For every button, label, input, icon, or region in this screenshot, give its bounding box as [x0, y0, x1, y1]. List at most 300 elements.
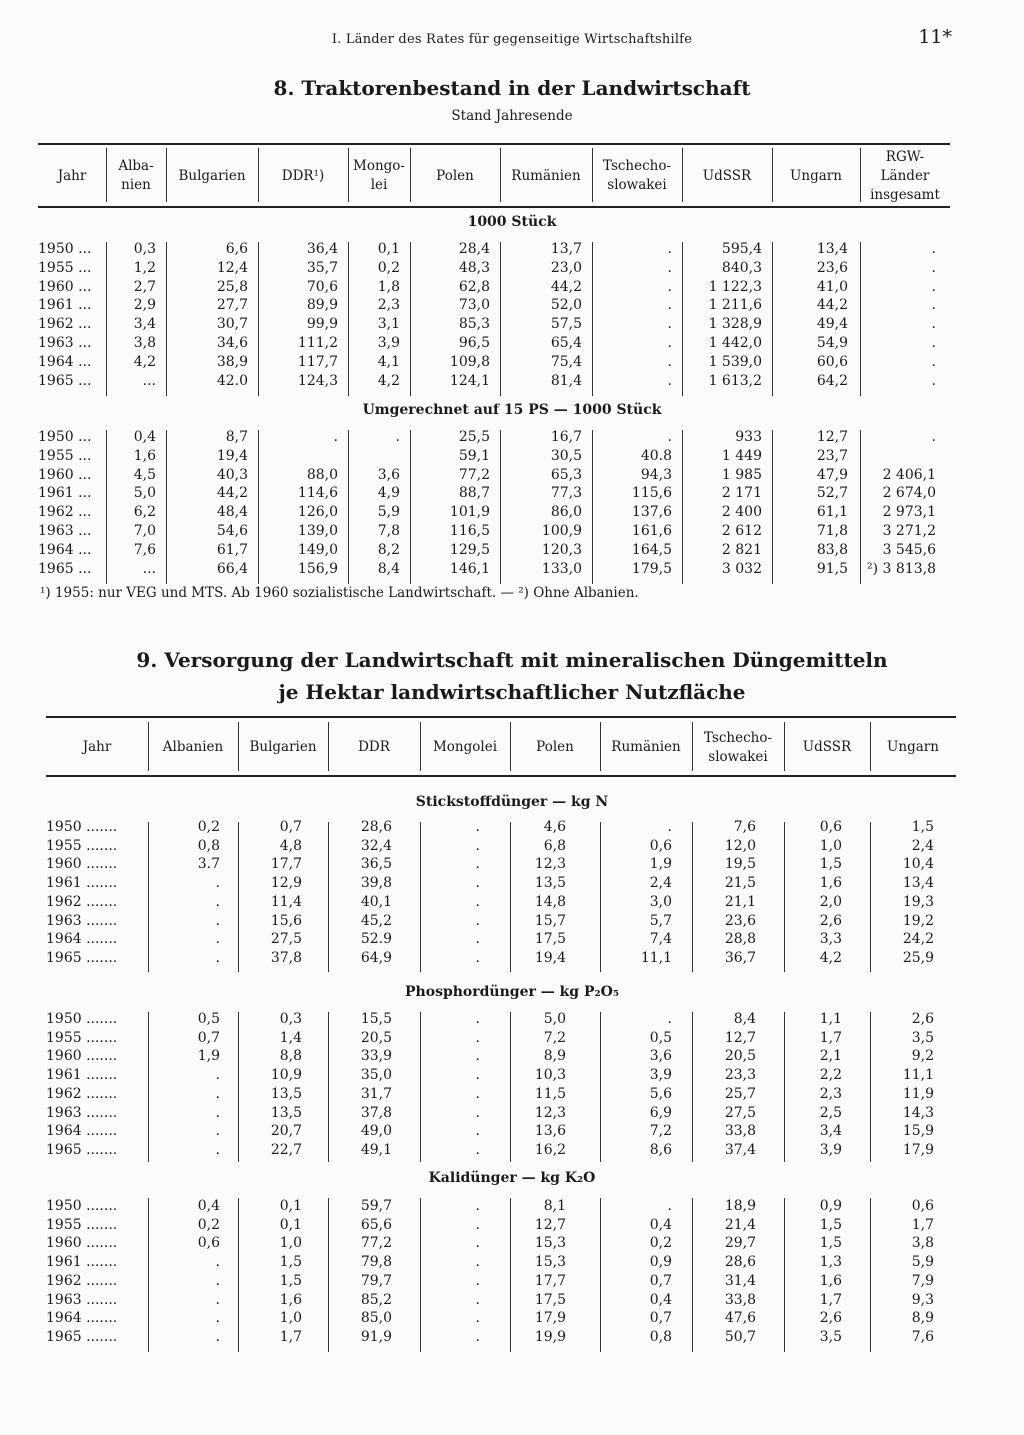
table-cell: 30,7 — [216, 316, 248, 333]
table-cell: 2,6 — [819, 1310, 842, 1327]
table-cell: 0,1 — [279, 1216, 302, 1233]
table-cell: 49,0 — [360, 1123, 392, 1140]
table-cell: 65,3 — [550, 466, 582, 483]
table-cell: 9,3 — [911, 1291, 934, 1308]
table-cell: . — [215, 912, 220, 929]
table-cell: 85,3 — [458, 316, 490, 333]
table9-header-divider — [420, 722, 421, 771]
table-cell: 101,9 — [449, 504, 490, 521]
table-cell: 66,4 — [216, 560, 248, 577]
table8-header-divider — [166, 148, 167, 202]
table-cell: 23,6 — [816, 259, 848, 276]
table-cell: . — [215, 1254, 220, 1271]
table-cell: . — [475, 1011, 480, 1027]
row-year-label: 1964 ....... — [46, 1310, 118, 1327]
table-row — [38, 560, 950, 579]
table8-column-divider — [682, 242, 683, 396]
table-cell: 15,9 — [902, 1123, 934, 1140]
table8-column-divider — [860, 242, 861, 396]
table-cell: 0,6 — [197, 1235, 220, 1252]
table-cell: 0,4 — [649, 1216, 672, 1233]
table9-col-header: DDR — [358, 739, 390, 755]
table-cell: 5,7 — [649, 912, 672, 929]
table-cell: 91,5 — [816, 560, 848, 577]
table-cell: 12,7 — [534, 1216, 566, 1233]
table-row — [46, 1253, 956, 1272]
table9-col-header: UdSSR — [802, 739, 852, 755]
table-cell: 0,7 — [649, 1310, 672, 1327]
table-cell: 8,9 — [911, 1310, 934, 1327]
table-cell: . — [215, 1328, 220, 1345]
table-cell: . — [667, 297, 672, 314]
table-cell: 3,6 — [377, 466, 400, 483]
table9-column-divider — [328, 822, 329, 972]
table-cell: 0,2 — [197, 819, 220, 835]
table-cell: 595,4 — [721, 241, 762, 257]
row-year-label: 1955 ....... — [46, 837, 118, 854]
table-cell: 59,7 — [360, 1198, 392, 1214]
table-row — [38, 428, 950, 447]
table-cell: 54,6 — [216, 522, 248, 539]
table-cell: 20,5 — [360, 1029, 392, 1046]
table9-column-divider — [692, 822, 693, 972]
table-row — [38, 447, 950, 466]
table-cell: 19,4 — [534, 949, 566, 966]
table-cell: 7,6 — [733, 819, 756, 835]
table-cell: 3,6 — [649, 1048, 672, 1065]
table9-column-divider — [238, 1012, 239, 1162]
table-cell: 0,6 — [819, 819, 842, 835]
table-cell: 61,1 — [816, 504, 848, 521]
table-cell: 2 674,0 — [882, 485, 936, 502]
table-cell: . — [215, 1310, 220, 1327]
table-cell: . — [931, 297, 936, 314]
table-cell: 88,0 — [306, 466, 338, 483]
table-cell: 0,8 — [649, 1328, 672, 1345]
table8-column-divider — [500, 430, 501, 584]
table8-column-divider — [682, 430, 683, 584]
row-year-label: 1955 ....... — [46, 1029, 118, 1046]
table-cell: . — [667, 372, 672, 389]
table-cell: 1,0 — [279, 1235, 302, 1252]
row-year-label: 1965 ... — [38, 560, 92, 577]
table-cell: 65,4 — [550, 334, 582, 351]
table-cell: 34,6 — [216, 334, 248, 351]
table-cell: 16,7 — [550, 429, 582, 445]
row-year-label: 1962 ... — [38, 504, 92, 521]
table-cell: 3,8 — [133, 334, 156, 351]
table-cell: 6,9 — [649, 1104, 672, 1121]
table-cell: . — [475, 856, 480, 873]
row-year-label: 1960 ... — [38, 466, 92, 483]
table-cell: 933 — [735, 429, 762, 445]
table9-column-divider — [238, 1198, 239, 1352]
table-cell: 7,6 — [911, 1328, 934, 1345]
table-cell: 4,8 — [279, 837, 302, 854]
table-cell: 37,8 — [270, 949, 302, 966]
table-row — [38, 240, 950, 259]
table-cell: 13,5 — [270, 1085, 302, 1102]
table-cell: 20,5 — [724, 1048, 756, 1065]
table-cell: 19,9 — [534, 1328, 566, 1345]
table-cell — [860, 447, 950, 466]
table-cell: 77,2 — [458, 466, 490, 483]
table-cell: 1,7 — [819, 1291, 842, 1308]
table-cell: 1,8 — [377, 278, 400, 295]
table-row — [46, 949, 956, 968]
table-cell: 4,5 — [133, 466, 156, 483]
table-cell: 29,7 — [724, 1235, 756, 1252]
table-cell: 3 271,2 — [882, 522, 936, 539]
table-cell: . — [215, 1291, 220, 1308]
table-cell: 23,3 — [724, 1067, 756, 1084]
table-cell: . — [931, 372, 936, 389]
table-cell: 1,7 — [819, 1029, 842, 1046]
table-cell: 3,5 — [819, 1328, 842, 1345]
table-cell: 4,9 — [377, 485, 400, 502]
table-cell: 126,0 — [297, 504, 338, 521]
row-year-label: 1963 ....... — [46, 912, 118, 929]
table8-column-divider — [106, 242, 107, 396]
table-cell: 0,8 — [197, 837, 220, 854]
table-cell: 85,0 — [360, 1310, 392, 1327]
table-cell: 120,3 — [541, 541, 582, 558]
table-cell: 81,4 — [550, 372, 582, 389]
table-cell: 1,5 — [279, 1272, 302, 1289]
row-year-label: 1962 ....... — [46, 893, 118, 910]
table-cell: 109,8 — [449, 353, 490, 370]
table-cell: 37,8 — [360, 1104, 392, 1121]
table-cell: 44,2 — [816, 297, 848, 314]
row-year-label: 1961 ....... — [46, 1067, 118, 1084]
table-cell: 0,7 — [649, 1272, 672, 1289]
table-cell: . — [475, 837, 480, 854]
table-cell: 73,0 — [458, 297, 490, 314]
table-cell: 40,3 — [216, 466, 248, 483]
table-cell: . — [215, 1123, 220, 1140]
table-cell: 31,4 — [724, 1272, 756, 1289]
table-cell: ... — [142, 372, 156, 389]
table-cell: . — [667, 819, 672, 835]
table8-header-divider — [592, 148, 593, 202]
table-cell: ... — [142, 560, 156, 577]
table9-column-divider — [148, 1012, 149, 1162]
table-cell: 7,9 — [911, 1272, 934, 1289]
table-cell: . — [215, 949, 220, 966]
table-cell: 2,4 — [649, 875, 672, 892]
table9-title-line1: 9. Versorgung der Landwirtschaft mit mineralischen Düngemitteln — [136, 648, 888, 672]
table-cell: 164,5 — [631, 541, 672, 558]
table-cell: . — [215, 875, 220, 892]
table-cell: 1,0 — [819, 837, 842, 854]
table9-column-divider — [148, 1198, 149, 1352]
table-cell: 1,9 — [197, 1048, 220, 1065]
table-cell: 1,5 — [819, 1216, 842, 1233]
table-cell: . — [475, 1029, 480, 1046]
table-cell: 60,6 — [816, 353, 848, 370]
table-cell: 79,8 — [360, 1254, 392, 1271]
table-cell: 1 211,6 — [708, 297, 762, 314]
table-cell: 8,4 — [733, 1011, 756, 1027]
table-cell: 0,9 — [649, 1254, 672, 1271]
table-cell: 40.8 — [640, 447, 672, 464]
table-row — [46, 855, 956, 874]
table-cell: ²) 3 813,8 — [867, 560, 936, 577]
table-row — [38, 315, 950, 334]
table-cell: . — [475, 1235, 480, 1252]
table-cell: 5,9 — [377, 504, 400, 521]
table-cell: 2 612 — [721, 522, 762, 539]
table9-top-rule — [46, 716, 956, 718]
table8-header-divider — [682, 148, 683, 202]
table-cell: 99,9 — [306, 316, 338, 333]
table-cell: 33,9 — [360, 1048, 392, 1065]
table-cell: 117,7 — [297, 353, 338, 370]
table-cell: 139,0 — [297, 522, 338, 539]
table-cell: 28,6 — [360, 819, 392, 835]
table-cell: 13,7 — [550, 241, 582, 257]
table9-column-divider — [420, 822, 421, 972]
table-cell: 2,7 — [133, 278, 156, 295]
row-year-label: 1955 ... — [38, 259, 92, 276]
table9-column-divider — [870, 822, 871, 972]
table-cell: 52,7 — [816, 485, 848, 502]
table-cell: 1,6 — [279, 1291, 302, 1308]
table-cell: 2,1 — [819, 1048, 842, 1065]
table-cell: 10,9 — [270, 1067, 302, 1084]
table-cell: 1,3 — [819, 1254, 842, 1271]
table-row — [38, 278, 950, 297]
table-cell: 0,5 — [197, 1011, 220, 1027]
table-cell: 133,0 — [541, 560, 582, 577]
table-cell: 1,6 — [819, 875, 842, 892]
table-cell: 35,0 — [360, 1067, 392, 1084]
row-year-label: 1950 ....... — [46, 819, 118, 835]
table-cell: 37,4 — [724, 1141, 756, 1158]
table-row — [46, 837, 956, 856]
table9-column-divider — [600, 1198, 601, 1352]
table-cell: 156,9 — [297, 560, 338, 577]
table8-column-divider — [772, 430, 773, 584]
table-cell: 1 539,0 — [708, 353, 762, 370]
row-year-label: 1962 ... — [38, 316, 92, 333]
table-cell: 1,5 — [819, 1235, 842, 1252]
table-cell: 48,4 — [216, 504, 248, 521]
table-cell: 13,5 — [534, 875, 566, 892]
table8-column-divider — [106, 430, 107, 584]
table-row — [38, 259, 950, 278]
table-cell: 36,4 — [306, 241, 338, 257]
table-cell: 15,3 — [534, 1235, 566, 1252]
table-cell: 88,7 — [458, 485, 490, 502]
table8-title: 8. Traktorenbestand in der Landwirtschaft — [273, 76, 751, 100]
table-cell: 30,5 — [550, 447, 582, 464]
table-cell: 114,6 — [297, 485, 338, 502]
table9-column-divider — [328, 1012, 329, 1162]
table-row — [46, 1104, 956, 1123]
table-cell: 1 442,0 — [708, 334, 762, 351]
table-cell: 2,5 — [819, 1104, 842, 1121]
table-cell: 2 973,1 — [882, 504, 936, 521]
table-cell: . — [667, 241, 672, 257]
table8-column-divider — [258, 242, 259, 396]
table-cell: 129,5 — [449, 541, 490, 558]
table-cell: 36,7 — [724, 949, 756, 966]
table-cell: 2,9 — [133, 297, 156, 314]
table-cell: 8,4 — [377, 560, 400, 577]
table-cell: . — [215, 1085, 220, 1102]
table9-section1-table — [46, 818, 956, 968]
table-cell: 14,3 — [902, 1104, 934, 1121]
table-cell: 15,5 — [360, 1011, 392, 1027]
row-year-label: 1964 ... — [38, 353, 92, 370]
table-cell: 146,1 — [449, 560, 490, 577]
table-cell: 13,6 — [534, 1123, 566, 1140]
table-row — [46, 818, 956, 837]
table9-column-divider — [420, 1198, 421, 1352]
table-cell: 3,4 — [819, 1123, 842, 1140]
table-cell: 0,6 — [911, 1198, 934, 1214]
table-cell: 47,9 — [816, 466, 848, 483]
table8-column-divider — [592, 242, 593, 396]
table9-column-divider — [510, 822, 511, 972]
table-row — [46, 1328, 956, 1347]
table9-column-divider — [420, 1012, 421, 1162]
table-cell: . — [931, 429, 936, 445]
table9-header-divider — [692, 722, 693, 771]
table-cell: 7,8 — [377, 522, 400, 539]
table-cell: 24,2 — [902, 931, 934, 948]
table-cell: 15,6 — [270, 912, 302, 929]
table8-header-divider — [500, 148, 501, 202]
row-year-label: 1950 ... — [38, 241, 92, 257]
table-cell: 89,9 — [306, 297, 338, 314]
table-cell: 2,2 — [819, 1067, 842, 1084]
table9-header-divider — [328, 722, 329, 771]
table-cell: 5,9 — [911, 1254, 934, 1271]
table-cell: 2 400 — [721, 504, 762, 521]
row-year-label: 1960 ....... — [46, 856, 118, 873]
table-cell: 1,6 — [819, 1272, 842, 1289]
table8-col-header: Rumänien — [511, 167, 581, 184]
table-cell: 17,5 — [534, 931, 566, 948]
table-cell: 2 406,1 — [882, 466, 936, 483]
table8-top-rule — [38, 143, 950, 145]
table8-header-divider — [410, 148, 411, 202]
table-row — [46, 1047, 956, 1066]
table-cell: 17,5 — [534, 1291, 566, 1308]
table-cell: 17,9 — [534, 1310, 566, 1327]
table-cell: 7,2 — [543, 1029, 566, 1046]
table-cell: 17,7 — [534, 1272, 566, 1289]
table-cell: 1,9 — [649, 856, 672, 873]
table-cell: 94,3 — [640, 466, 672, 483]
table-row — [46, 893, 956, 912]
table-cell: . — [475, 1198, 480, 1214]
table-cell: . — [215, 1141, 220, 1158]
table-cell: 1,5 — [911, 819, 934, 835]
table8-column-divider — [258, 430, 259, 584]
table8-col-header: RGW- Länder insgesamt — [870, 148, 940, 203]
table-cell: . — [475, 893, 480, 910]
table-cell: . — [475, 1123, 480, 1140]
table-cell: 35,7 — [306, 259, 338, 276]
table-cell: 86,0 — [550, 504, 582, 521]
table-cell: 23,6 — [724, 912, 756, 929]
table-cell: 13,5 — [270, 1104, 302, 1121]
table-cell: 11,1 — [902, 1067, 934, 1084]
table-cell: 4,1 — [377, 353, 400, 370]
table-cell: 1,7 — [911, 1216, 934, 1233]
table8-col-header: Jahr — [57, 167, 87, 184]
table-cell: . — [931, 334, 936, 351]
table-cell: . — [215, 893, 220, 910]
table-cell: . — [667, 1198, 672, 1214]
table-cell: . — [475, 1067, 480, 1084]
table-cell: 124,3 — [297, 372, 338, 389]
table9-header-divider — [600, 722, 601, 771]
table-cell: 27,7 — [216, 297, 248, 314]
table-cell: 2 821 — [721, 541, 762, 558]
table-cell: 2,6 — [819, 912, 842, 929]
table-cell: . — [667, 334, 672, 351]
row-year-label: 1962 ....... — [46, 1085, 118, 1102]
table-cell: 2,0 — [819, 893, 842, 910]
table8-column-divider — [410, 430, 411, 584]
table-cell: 8,8 — [279, 1048, 302, 1065]
table-cell: 11,5 — [534, 1085, 566, 1102]
table-cell: 13,4 — [902, 875, 934, 892]
table-cell: 124,1 — [449, 372, 490, 389]
table-cell: 3,8 — [911, 1235, 934, 1252]
table-cell: 70,6 — [306, 278, 338, 295]
row-year-label: 1955 ... — [38, 447, 92, 464]
table9-column-divider — [148, 822, 149, 972]
table-cell: 3 032 — [721, 560, 762, 577]
table-cell: 2,3 — [819, 1085, 842, 1102]
table-cell: 1 449 — [721, 447, 762, 464]
table-cell: 0,2 — [377, 259, 400, 276]
table-cell: 44,2 — [216, 485, 248, 502]
table8-column-divider — [500, 242, 501, 396]
table-cell: 19,4 — [216, 447, 248, 464]
table-cell: . — [475, 1254, 480, 1271]
row-year-label: 1962 ....... — [46, 1272, 118, 1289]
table-cell: 12,0 — [724, 837, 756, 854]
table-cell: 19,2 — [902, 912, 934, 929]
table8-section-label: Umgerechnet auf 15 PS — 1000 Stück — [362, 402, 662, 418]
table-cell: 27,5 — [270, 931, 302, 948]
table9-section-label: Phosphordünger — kg P₂O₅ — [405, 984, 619, 1000]
table-cell: 1,4 — [279, 1029, 302, 1046]
table-cell: 44,2 — [550, 278, 582, 295]
row-year-label: 1965 ....... — [46, 949, 118, 966]
row-year-label: 1950 ....... — [46, 1011, 118, 1027]
table-cell: 0,1 — [279, 1198, 302, 1214]
table-cell: 19,3 — [902, 893, 934, 910]
table8-section1-table — [38, 240, 950, 390]
table9-col-header: Polen — [536, 739, 574, 755]
table-cell: 7,0 — [133, 522, 156, 539]
table-cell: 52.9 — [360, 931, 392, 948]
table-row — [46, 1029, 956, 1048]
table-cell: . — [215, 1067, 220, 1084]
table-cell: 50,7 — [724, 1328, 756, 1345]
table-cell: 17,9 — [902, 1141, 934, 1158]
table-cell: . — [931, 353, 936, 370]
table-cell: 25,5 — [458, 429, 490, 445]
table9-header-divider — [510, 722, 511, 771]
